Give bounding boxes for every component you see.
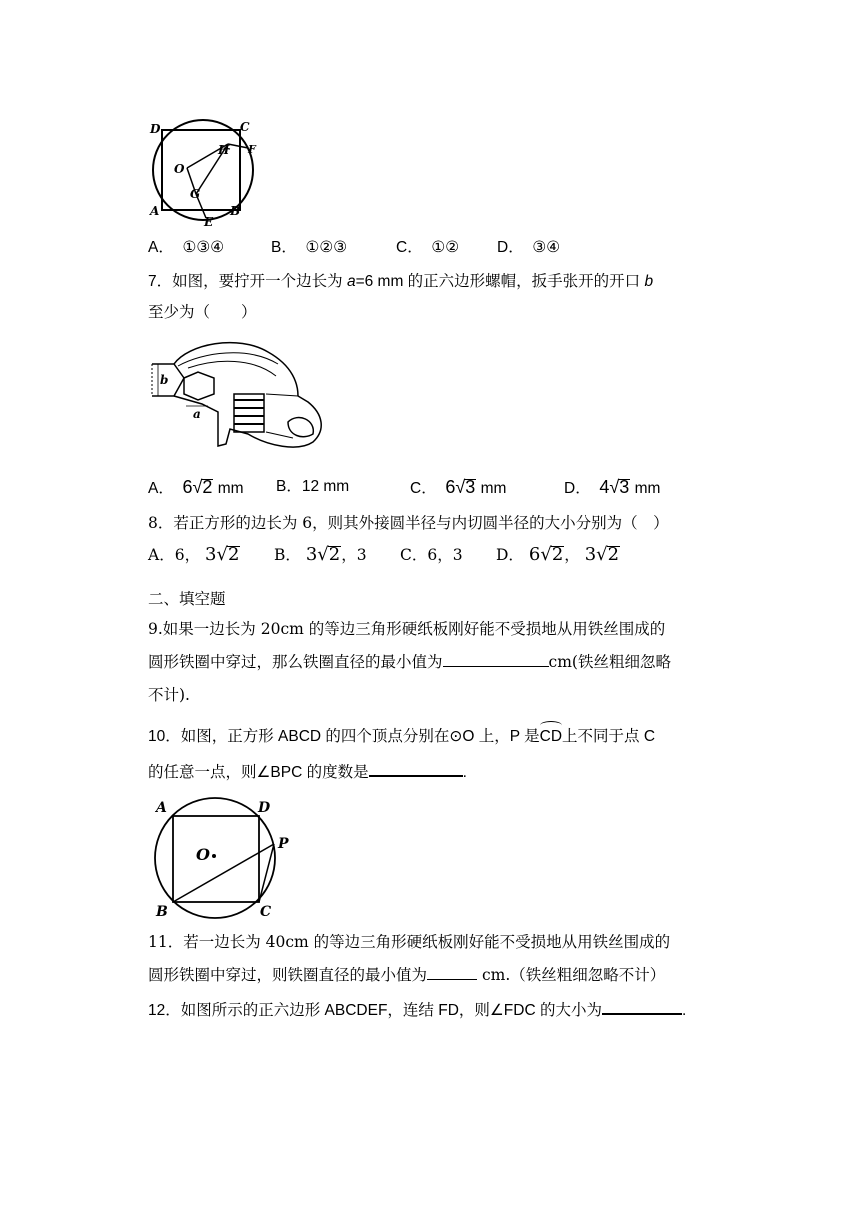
q6-label-O: O: [174, 162, 185, 176]
q6-label-H: H: [218, 143, 230, 157]
q9-line2: 圆形铁圈中穿过，那么铁圈直径的最小值为 cm(铁丝粗细忽略: [148, 653, 671, 671]
section2-title: 二、填空题: [148, 590, 226, 608]
q10-answer-blank[interactable]: [369, 760, 463, 777]
q6-label-B: B: [230, 204, 241, 218]
q6-option-a: A． ①③④: [148, 239, 225, 256]
q9-line3: 不计).: [148, 686, 190, 704]
q6-label-D: D: [150, 122, 161, 136]
q7-option-d: D． 4√3 mm: [564, 477, 661, 497]
q10-label-P: P: [278, 836, 289, 852]
q8-text: 8．若正方形的边长为 6，则其外接圆半径与内切圆半径的大小分别为（ ）: [148, 514, 669, 532]
q6-option-c: C． ①②: [396, 239, 460, 256]
q6-label-A: A: [150, 204, 160, 218]
q8-option-d: D． 6√2， 3√2: [496, 544, 620, 565]
q7-line1: 7．如图，要拧开一个边长为 a=6 mm 的正六边形螺帽，扳手张开的开口 b: [148, 273, 654, 290]
q7-line2: 至少为（ ）: [148, 304, 257, 321]
q7-option-a: A． 6√2 mm: [148, 477, 244, 497]
q7-label-b: b: [160, 373, 169, 387]
q6-label-G: G: [190, 187, 201, 201]
q6-option-d: D． ③④: [497, 239, 561, 256]
q11-line2: 圆形铁圈中穿过，则铁圈直径的最小值为 cm.（铁丝粗细忽略不计）: [148, 966, 666, 984]
q8-option-a: A．6， 3√2: [148, 544, 240, 565]
q6-figure: [148, 118, 258, 230]
q10-line2: 的任意一点，则∠BPC 的度数是 .: [148, 760, 467, 784]
q9-line1: 9.如果一边长为 20cm 的等边三角形硬纸板刚好能不受损地从用铁丝围成的: [148, 620, 666, 638]
q7-option-c: C． 6√3 mm: [410, 477, 507, 497]
q7-option-b: B．12 mm: [276, 478, 350, 495]
q10-label-C: C: [260, 904, 272, 920]
q9-answer-blank[interactable]: [443, 651, 549, 667]
q8-option-c: C．6，3: [400, 546, 463, 564]
q7-label-a: a: [193, 407, 201, 421]
q10-figure: [148, 796, 298, 924]
q10-label-D: D: [258, 800, 271, 816]
q10-line1: 10．如图，正方形 ABCD 的四个顶点分别在⊙O 上，P 是 CD上不同于点 C: [148, 726, 655, 748]
q10-arc-cd: CD: [539, 728, 563, 745]
q12-line1: 12．如图所示的正六边形 ABCDEF，连结 FD，则∠FDC 的大小为 .: [148, 998, 686, 1022]
q11-line1: 11．若一边长为 40cm 的等边三角形硬纸板刚好能不受损地从用铁丝围成的: [148, 933, 671, 951]
q11-answer-blank[interactable]: [427, 964, 477, 980]
q10-label-A: A: [156, 800, 167, 816]
q7-wrench-figure: [148, 334, 330, 458]
q6-label-F: F: [248, 143, 256, 156]
q6-label-C: C: [240, 120, 250, 134]
q8-option-b: B． 3√2，3: [274, 544, 367, 565]
q10-label-B: B: [156, 904, 168, 920]
q12-answer-blank[interactable]: [602, 998, 682, 1015]
q10-label-O: O: [196, 845, 210, 864]
q6-option-b: B． ①②③: [271, 239, 348, 256]
q6-label-E: E: [204, 215, 214, 226]
